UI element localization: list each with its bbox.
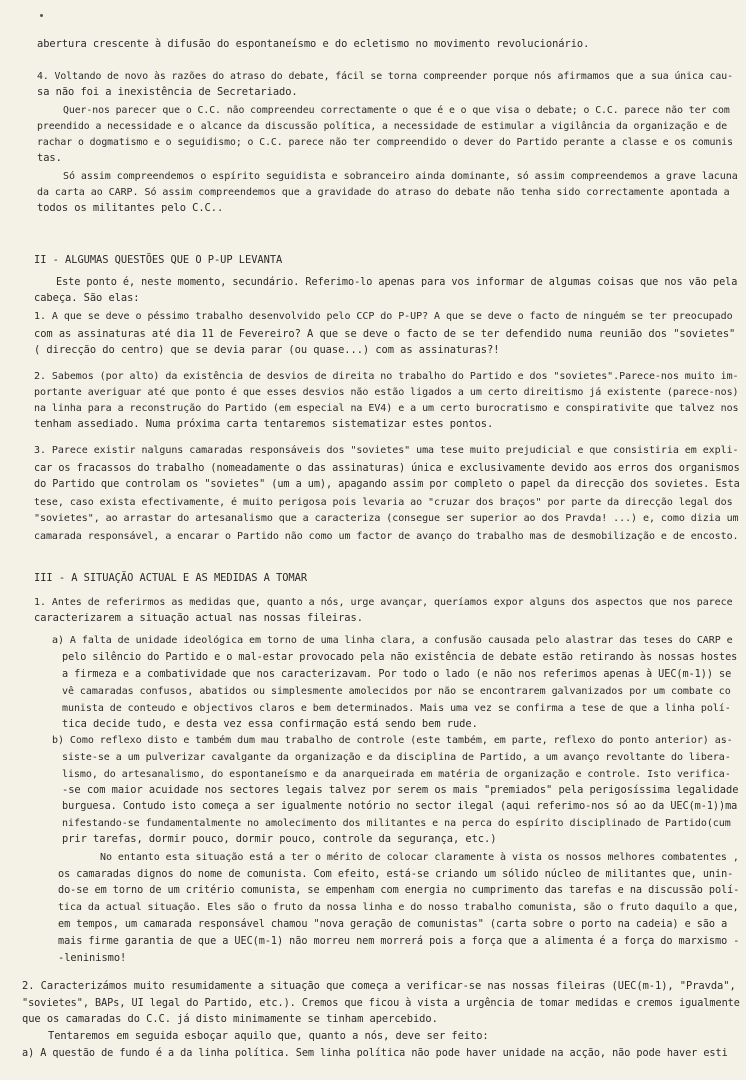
text-line: tas. [37,152,62,164]
text-line: 3. Parece existir nalguns camaradas responsáveis dos "sovietes" uma tese muito prejudicial e que consistiria em expli- [34,445,739,456]
text-line: a) A falta de unidade ideológica em torno de uma linha clara, a confusão causada pelo alastrar das teses do CARP e [52,635,733,646]
text-line: na linha para a reconstrução do Partido (em especial na EV4) e a um certo burocratismo e conspirativite que talvez nos [34,403,739,414]
text-line: da carta ao CARP. Só assim compreendemos que a gravidade do atraso do debate não tenha sido correctamente apontada a [37,187,730,198]
text-line: vê camaradas confusos, abatidos ou simplesmente amolecidos por não se encontrarem galvanizados por um combate co [62,686,731,697]
text-line: "sovietes", ao arrastar do artesanalismo que a caracteriza (consegue ser superior ao dos Pravda! ...) e, como dizia um [34,513,739,524]
text-line: a firmeza e a combatividade que nos caracterizavam. Por todo o lado (e não nos referimos apenas à UEC(m-1)) se [62,669,732,680]
text-line: 4. Voltando de novo às razões do atraso do debate, fácil se torna compreender porque nós afirmamos que a sua única cau- [37,71,733,82]
text-line: -se com maior acuidade nos sectores legais talvez por serem os mais "premiados" pela perigosíssima legalidade [62,784,739,796]
text-line: nifestando-se fundamentalmente no amolecimento dos militantes e na perca do espírito disciplinado de Partido(cum [62,818,731,829]
text-line: tese, caso exista efectivamente, é muito perigosa pois levaria ao "cruzar dos braços" por parte da direcção legal dos [34,497,733,508]
text-line: 2. Caracterizámos muito resumidamente a situação que começa a verificar-se nas nossas fileiras (UEC(m-1), "Pravda", [22,980,736,992]
text-line: com as assinaturas até dia 11 de Fevereiro? A que se deve o facto de se ter defendido numa reunião dos "sovietes" [34,328,736,340]
text-line: sa não foi a inexistência de Secretariado. [37,86,298,98]
section-heading: III - A SITUAÇÃO ACTUAL E AS MEDIDAS A TOMAR [34,572,308,584]
text-line: camarada responsável, a encarar o Partido não como um factor de avanço do trabalho mas de desmobilização e de encosto. [34,531,739,542]
text-line: preendido a necessidade e o alcance da discussão política, a necessidade de estimular a vigilância da organização e de [37,121,728,132]
text-line: munista de conteudo e objectivos claros e bem determinados. Mais uma vez se confirma a tese de que a linha polí- [62,703,731,714]
section-heading: II - ALGUMAS QUESTÕES QUE O P-UP LEVANTA [34,254,283,266]
text-line: portante averiguar até que ponto é que esses desvios não estão ligados a um certo direitismo já existente (parece-nos) [34,387,739,398]
text-line: que os camaradas do C.C. já disto minimamente se tinham apercebido. [22,1013,438,1025]
text-line: todos os militantes pelo C.C.. [37,202,224,214]
text-line: -leninismo! [58,952,127,964]
text-line: lismo, do artesanalismo, do espontaneísmo e da anarqueirada em matéria de organização e controle. Isto verifica- [62,769,731,780]
text-line: tica da actual situação. Eles são o fruto da nossa linha e do nosso trabalho comunista, são o fruto daquilo a que, [58,902,739,913]
text-line: os camaradas dignos do nome de comunista. Com efeito, está-se criando um sólido núcleo de militantes que, unin- [58,869,734,880]
text-line: tenham assediado. Numa próxima carta tentaremos sistematizar estes pontos. [34,418,494,430]
text-line: Só assim compreendemos o espírito seguidista e sobranceiro ainda dominante, só assim compreendemos a grave lacuna [63,171,738,182]
text-line: em tempos, um camarada responsável chamou "nova geração de comunistas" (carta sobre o porto na cadeia) e são a [58,919,728,930]
text-line: pelo silêncio do Partido e o mal-estar provocado pela não existência de debate estão retirando às nossas hostes [62,652,738,663]
text-line: Tentaremos em seguida esboçar aquilo que, quanto a nós, deve ser feito: [48,1030,489,1042]
text-line: ( direcção do centro) que se devia parar (ou quase...) com as assinaturas?! [34,344,500,356]
text-line: 1. Antes de referirmos as medidas que, quanto a nós, urge avançar, queríamos expor alguns dos aspectos que nos parece [34,597,733,608]
text-line: a) A questão de fundo é a da linha política. Sem linha política não pode haver unidade na acção, não pode haver esti [22,1048,728,1059]
text-line: b) Como reflexo disto e também dum mau trabalho de controle (este também, em parte, reflexo do ponto anterior) as- [52,735,733,746]
text-line: "sovietes", BAPs, UI legal do Partido, etc.). Cremos que ficou à vista a urgência de tomar medidas e cremos igualmente [22,998,740,1009]
text-line: prir tarefas, dormir pouco, dormir pouco, controle da segurança, etc.) [62,833,497,845]
text-line: abertura crescente à difusão do espontaneísmo e do ecletismo no movimento revolucionário. [37,38,590,50]
text-line: siste-se a um pulverizar cavalgante da organização e da disciplina de Partido, a um avanço revoltante do libera- [62,752,731,763]
text-line: do-se em torno de um critério comunista, se empenham com energia no cumprimento das tarefas e na discussão polí- [58,885,740,896]
text-line: Este ponto é, neste momento, secundário. Referimo-lo apenas para vos informar de algumas coisas que nos vão pela [56,277,738,288]
text-line: rachar o dogmatismo e o seguidismo; o C.C. parece não ter compreendido o dever do Partido perante a classe e os comunis [37,137,733,148]
text-line: 2. Sabemos (por alto) da existência de desvios de direita no trabalho do Partido e dos "sovietes".Parece-nos muito im- [34,371,739,382]
text-line: No entanto esta situação está a ter o mérito de colocar claramente à vista os nossos melhores combatentes , [100,852,739,863]
text-line: tica decide tudo, e desta vez essa confirmação está sendo bem rude. [62,718,478,730]
page-mark [40,14,43,17]
text-line: Quer-nos parecer que o C.C. não compreendeu correctamente o que é e o que visa o debate; o C.C. parece não ter com [63,105,730,116]
text-line: do Partido que controlam os "sovietes" (um a um), apagando assim por completo o papel da direcção dos sovietes. Esta [34,479,740,490]
text-line: burguesa. Contudo isto começa a ser igualmente notório no sector ilegal (aqui referimo-nos só ao da UEC(m-1))ma [62,801,738,812]
text-line: cabeça. São elas: [34,292,140,304]
text-line: mais firme garantia de que a UEC(m-1) não morreu nem morrerá pois a força que a alimenta é a força do marxismo - [58,936,740,947]
text-line: car os fracassos do trabalho (nomeadamente o das assinaturas) única e exclusivamente devido aos erros dos organismos [34,463,740,474]
text-line: 1. A que se deve o péssimo trabalho desenvolvido pelo CCP do P-UP? A que se deve o facto de ninguém se ter preocupado [34,311,733,322]
text-line: caracterizarem a situação actual nas nossas fileiras. [34,612,363,624]
